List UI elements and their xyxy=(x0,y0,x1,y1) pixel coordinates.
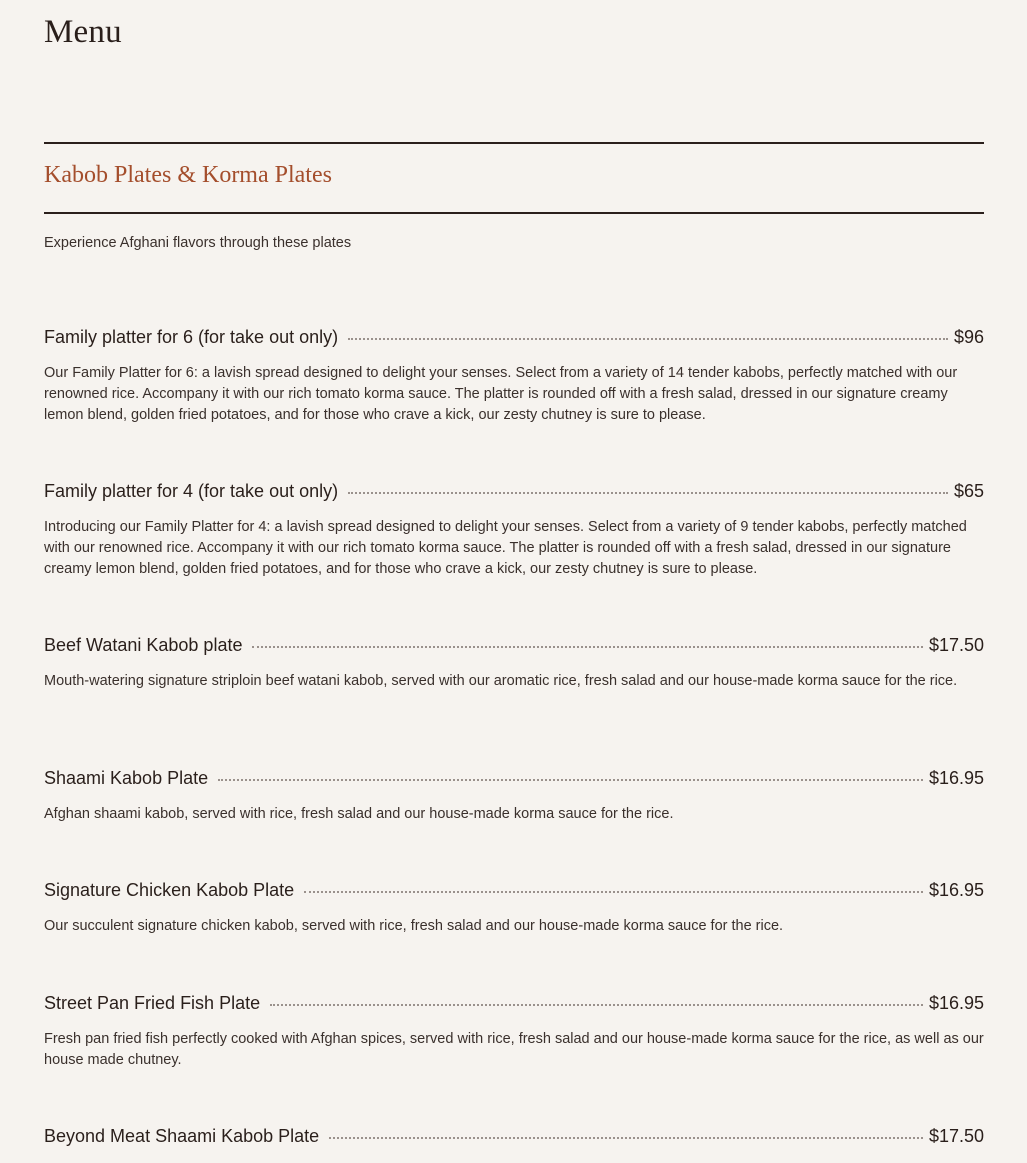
dotted-leader xyxy=(348,492,948,494)
menu-item-price: $16.95 xyxy=(928,993,984,1013)
dotted-leader xyxy=(348,338,948,340)
dotted-leader xyxy=(218,779,923,781)
menu-item-name: Beyond Meat Shaami Kabob Plate xyxy=(44,1126,320,1146)
menu-item-description: Fresh pan fried fish perfectly cooked with Afghan spices, served with rice, fresh salad and our house-made korma sauce for the rice, as well as our house made chutney. xyxy=(44,1031,984,1068)
menu-item-name: Family platter for 4 (for take out only) xyxy=(44,481,339,501)
menu-item-name: Street Pan Fried Fish Plate xyxy=(44,993,261,1013)
dotted-leader xyxy=(252,646,922,648)
menu-item-name: Beef Watani Kabob plate xyxy=(44,635,243,655)
section-title: Kabob Plates & Korma Plates xyxy=(44,162,332,188)
menu-item-price: $16.95 xyxy=(928,768,984,788)
menu-item-price: $96 xyxy=(953,327,984,347)
menu-item xyxy=(44,635,984,692)
menu-item-header xyxy=(44,327,984,351)
menu-item-price: $65 xyxy=(953,481,984,501)
menu-item-header xyxy=(44,481,984,505)
menu-item xyxy=(44,327,984,426)
menu-item-name: Family platter for 6 (for take out only) xyxy=(44,327,339,347)
dotted-leader xyxy=(270,1004,923,1006)
menu-item-header xyxy=(44,635,984,659)
dotted-leader xyxy=(329,1137,923,1139)
menu-item-description: Our Family Platter for 6: a lavish spread designed to delight your senses. Select from a variety of 14 tender kabobs, perfectly matched with our renowned rice. Accompany it with our rich tomato korma sauce. The platter is rounded off with a fresh salad, dressed in our signature creamy lemon blend, golden fried potatoes, and for those who crave a kick, our zesty chutney is sure to please. xyxy=(44,365,958,423)
section-header xyxy=(44,142,984,214)
menu-item-description: Mouth-watering signature striploin beef watani kabob, served with our aromatic rice, fresh salad and our house-made korma sauce for the rice. xyxy=(44,673,958,689)
menu-item-name: Shaami Kabob Plate xyxy=(44,768,209,788)
menu-item xyxy=(44,880,984,937)
menu-item xyxy=(44,1126,984,1150)
menu-item-price: $17.50 xyxy=(928,635,984,655)
menu-item-description: Our succulent signature chicken kabob, served with rice, fresh salad and our house-made korma sauce for the rice. xyxy=(44,918,784,934)
menu-item-price: $16.95 xyxy=(928,880,984,900)
page-title: Menu xyxy=(44,14,122,50)
menu-item xyxy=(44,481,984,580)
menu-item xyxy=(44,768,984,825)
menu-item-header xyxy=(44,1126,984,1150)
section-description: Experience Afghani flavors through these plates xyxy=(44,235,352,251)
menu-item-header xyxy=(44,993,984,1017)
menu-item xyxy=(44,993,984,1071)
menu-item-header xyxy=(44,768,984,792)
menu-item-header xyxy=(44,880,984,904)
menu-item-description: Introducing our Family Platter for 4: a lavish spread designed to delight your senses. Select from a variety of 9 tender kabobs, perfectly matched with our renowned rice. Accompany it with our rich tomato korma sauce. The platter is rounded off with a fresh salad, dressed in our signature creamy lemon blend, golden fried potatoes, and for those who crave a kick, our zesty chutney is sure to please. xyxy=(44,519,967,577)
menu-item-name: Signature Chicken Kabob Plate xyxy=(44,880,295,900)
menu-item-description: Afghan shaami kabob, served with rice, fresh salad and our house-made korma sauce for the rice. xyxy=(44,806,674,822)
dotted-leader xyxy=(304,891,923,893)
menu-item-price: $17.50 xyxy=(928,1126,984,1146)
